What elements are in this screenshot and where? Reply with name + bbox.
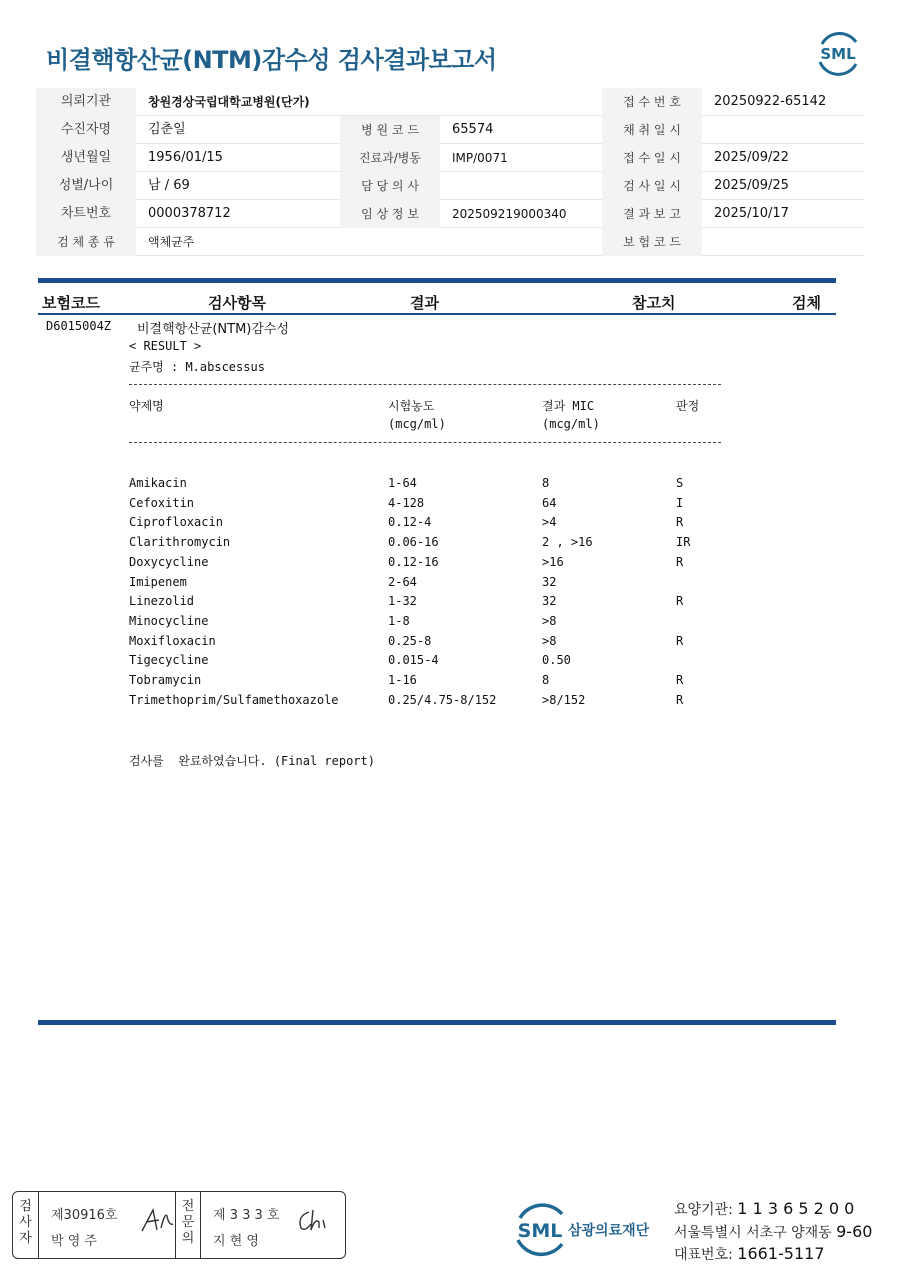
patient-label: 수진자명 <box>36 116 136 144</box>
sml-logo-text: SML <box>820 45 856 63</box>
drug-mic: >8/152 <box>542 692 586 707</box>
receipt-no-value: 20250922-65142 <box>714 94 827 109</box>
org-code: 1 1 3 6 5 2 0 0 <box>737 1199 855 1218</box>
drug-mic: 32 <box>542 574 557 589</box>
drug-range: 1-64 <box>388 476 417 490</box>
hospital-code-value: 65574 <box>452 122 494 137</box>
hospital-code-label: 병 원 코 드 <box>340 116 440 144</box>
head-range: 시험농도 <box>388 399 435 413</box>
result-test-name: 비결핵항산균(NTM)감수성 <box>137 322 290 337</box>
drug-mic: 2 , >16 <box>542 535 593 550</box>
drug-range: 1-32 <box>388 594 417 609</box>
col-specimen: 검체 <box>792 294 821 312</box>
drug-name: Minocycline <box>129 613 209 628</box>
tester-signature-icon <box>139 1206 179 1236</box>
drug-mic: >8 <box>542 633 557 648</box>
drug-name: Tobramycin <box>129 673 202 687</box>
col-result: 결과 <box>410 294 439 312</box>
col-test-item: 검사항목 <box>208 294 266 312</box>
tester-title: 검 사 자 <box>13 1192 39 1258</box>
body-end-divider <box>38 1020 836 1025</box>
tester-name: 박 영 주 <box>51 1234 97 1249</box>
report-value: 2025/10/17 <box>714 206 789 221</box>
drug-mic: 8 <box>542 476 550 490</box>
hospital-label: 의뢰기관 <box>36 88 136 116</box>
result-code: D6015004Z <box>46 319 112 333</box>
drug-range: 0.25-8 <box>388 633 432 648</box>
drug-name: Linezolid <box>129 594 195 609</box>
doctor-label: 담 당 의 사 <box>340 172 440 200</box>
head-mic-unit: (mcg/ml) <box>542 417 600 431</box>
final-note: 검사를 완료하였습니다. (Final report) <box>129 754 375 768</box>
drug-mic: 64 <box>542 495 557 510</box>
receipt-date-value: 2025/09/22 <box>714 150 789 165</box>
drug-interp: R <box>676 554 684 569</box>
sml-logo <box>814 30 862 76</box>
drug-mic: 0.50 <box>542 653 571 668</box>
drug-name: Ciprofloxacin <box>129 515 223 530</box>
expert-signature-icon <box>295 1206 335 1236</box>
sml-footer-logo-text: SML <box>517 1220 563 1242</box>
info-row <box>36 116 864 144</box>
specimen-value: 액체균주 <box>148 235 195 249</box>
expert-no: 제 3 3 3 호 <box>213 1208 280 1223</box>
address-no: 9-60 <box>836 1222 873 1241</box>
expert-title: 전 문 의 <box>175 1192 201 1258</box>
collect-date-label: 채 취 일 시 <box>602 116 702 144</box>
report-label: 결 과 보 고 <box>602 200 702 228</box>
collect-date-value <box>702 116 864 144</box>
expert-name: 지 현 영 <box>213 1234 259 1249</box>
drug-interp: IR <box>676 535 691 550</box>
drug-name: Imipenem <box>129 574 187 589</box>
drug-interp: S <box>676 476 684 490</box>
signature-box <box>12 1191 346 1259</box>
chart-value: 0000378712 <box>148 206 231 221</box>
info-row <box>36 172 864 200</box>
drug-range: 0.015-4 <box>388 653 439 668</box>
specimen-label: 검 체 종 류 <box>36 228 136 256</box>
drug-interp: R <box>676 673 684 687</box>
table-separator <box>129 384 721 385</box>
drug-range: 0.06-16 <box>388 535 439 550</box>
dept-value: IMP/0071 <box>452 151 508 165</box>
drug-range: 0.12-4 <box>388 515 432 530</box>
drug-name: Amikacin <box>129 476 187 490</box>
info-row <box>36 88 864 116</box>
drug-interp: I <box>676 495 684 510</box>
sml-footer-logo-icon <box>510 1200 570 1258</box>
phone-label: 대표번호: <box>674 1247 733 1263</box>
org-code-line <box>674 1199 854 1219</box>
receipt-date-label: 접 수 일 시 <box>602 144 702 172</box>
drug-name: Trimethoprim/Sulfamethoxazole <box>129 692 339 707</box>
insurance-value <box>702 228 864 256</box>
drug-range: 0.25/4.75-8/152 <box>388 692 497 707</box>
drug-name: Tigecycline <box>129 653 209 668</box>
phone-line <box>674 1244 825 1264</box>
drug-mic: >16 <box>542 554 564 569</box>
head-drug: 약제명 <box>129 399 164 413</box>
birth-label: 생년월일 <box>36 144 136 172</box>
drug-name: Doxycycline <box>129 554 209 569</box>
drug-name: Clarithromycin <box>129 535 231 550</box>
insurance-label: 보 험 코 드 <box>602 228 702 256</box>
birth-value: 1956/01/15 <box>148 150 223 165</box>
clinical-value: 202509219000340 <box>452 207 567 221</box>
info-row <box>36 228 864 256</box>
drug-mic: 8 <box>542 673 550 687</box>
result-header: < RESULT > <box>129 339 202 353</box>
org-code-label: 요양기관: <box>674 1202 733 1218</box>
drug-mic: >8 <box>542 613 557 628</box>
table-separator <box>129 442 721 443</box>
org-name: 삼광의료재단 <box>568 1223 650 1239</box>
header-divider-thin <box>38 313 836 315</box>
head-interp: 판정 <box>676 399 700 413</box>
doctor-value <box>440 172 602 200</box>
sex-age-label: 성별/나이 <box>36 172 136 200</box>
col-reference: 참고치 <box>632 294 676 312</box>
drug-name: Cefoxitin <box>129 495 195 510</box>
drug-range: 4-128 <box>388 495 425 510</box>
drug-name: Moxifloxacin <box>129 633 216 648</box>
col-insurance-code: 보험코드 <box>42 294 100 312</box>
drug-interp: R <box>676 692 684 707</box>
report-title: 비결핵항산균(NTM)감수성 검사결과보고서 <box>46 46 497 74</box>
sex-age-value: 남 / 69 <box>148 178 190 193</box>
drug-interp: R <box>676 633 684 648</box>
test-date-label: 검 사 일 시 <box>602 172 702 200</box>
patient-value: 김춘일 <box>148 122 186 137</box>
info-row <box>36 144 864 172</box>
drug-range: 0.12-16 <box>388 554 439 569</box>
address: 서울특별시 서초구 양재동 <box>674 1225 832 1241</box>
info-row <box>36 200 864 228</box>
address-line <box>674 1222 872 1242</box>
drug-range: 1-16 <box>388 673 417 687</box>
test-date-value: 2025/09/25 <box>714 178 789 193</box>
drug-range: 2-64 <box>388 574 417 589</box>
dept-label: 진료과/병동 <box>340 144 440 172</box>
phone: 1661-5117 <box>737 1244 825 1263</box>
clinical-label: 임 상 정 보 <box>340 200 440 228</box>
receipt-no-label: 접 수 번 호 <box>602 88 702 116</box>
drug-range: 1-8 <box>388 613 410 628</box>
organism-line: 균주명 : M.abscessus <box>129 360 265 374</box>
hospital-value: 창원경상국립대학교병원(단가) <box>148 95 310 109</box>
header-divider-thick <box>38 278 836 283</box>
drug-interp: R <box>676 594 684 609</box>
head-range-unit: (mcg/ml) <box>388 417 446 431</box>
drug-mic: >4 <box>542 515 557 530</box>
head-mic: 결과 MIC <box>542 399 595 413</box>
tester-no: 제30916호 <box>51 1208 118 1223</box>
drug-interp: R <box>676 515 684 530</box>
drug-mic: 32 <box>542 594 557 609</box>
chart-label: 차트번호 <box>36 200 136 228</box>
